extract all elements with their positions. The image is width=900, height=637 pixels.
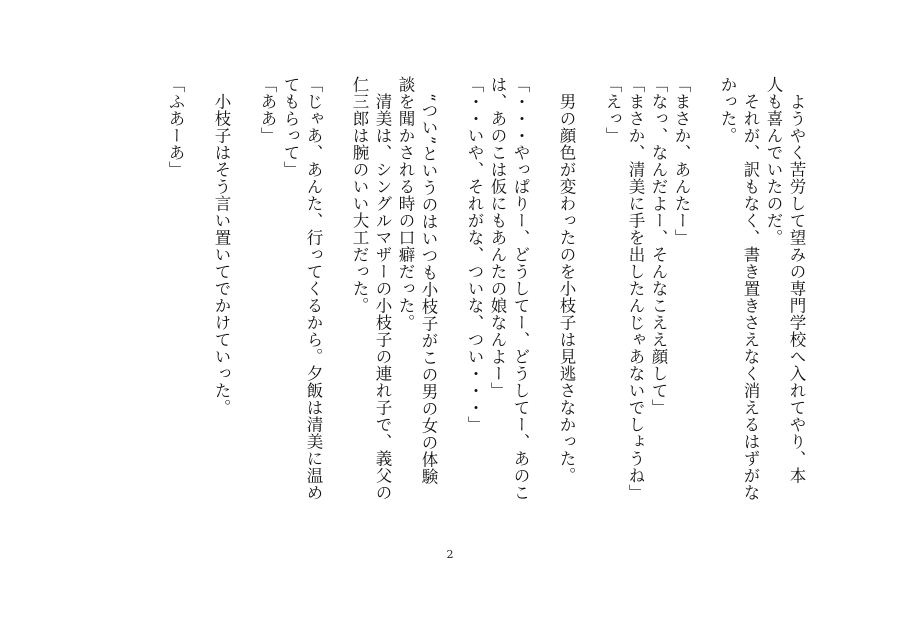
paragraph-gap (233, 76, 256, 546)
text-line: てもらって」 (281, 76, 300, 178)
paragraph-gap (578, 76, 601, 546)
paragraph-gap (693, 76, 716, 546)
text-line: 「ふあーあ」 (166, 76, 185, 178)
text-line: “つい”というのはいつも小枝子がこの男の女の体験 (419, 76, 438, 485)
text-line: ようやく苦労して望みの専門学校へ入れてやり、本 (787, 76, 806, 484)
text-line: 「なっ、なんだよー、そんなこええ顔して」 (649, 76, 668, 416)
text-line: 「・・・やっぱりー、どうしてー、どうしてー、あのこ (511, 76, 530, 501)
text-line: 仁三郎は腕のいい大工だった。 (350, 76, 369, 314)
paragraph-gap (187, 76, 210, 546)
text-line: 「えっ」 (603, 76, 622, 144)
text-line: 「ああ」 (258, 76, 277, 144)
paragraph-gap (325, 76, 348, 546)
text-line: かった。 (718, 76, 737, 144)
text-line: 小枝子はそう言い置いてでかけていった。 (212, 76, 231, 416)
text-line: 談を聞かされる時の口癖だった。 (396, 76, 415, 331)
paragraph-gap (440, 76, 463, 546)
paragraph-gap (532, 76, 555, 546)
text-line: 「・・いや、それがな、ついな、つい・・・」 (465, 76, 484, 433)
text-line: 人も喜んでいたのだ。 (764, 76, 783, 246)
vertical-text-body (164, 76, 808, 546)
page-number: 2 (446, 548, 454, 561)
text-line: 「まさか、清美に手を出したんじゃあないでしょうね」 (626, 76, 645, 501)
text-line: 「まさか、あんたー」 (672, 76, 691, 246)
text-line: それが、訳もなく、書き置きさえなく消えるはずがな (741, 76, 760, 501)
text-line: 「じゃあ、あんた、行ってくるから。夕飯は清美に温め (304, 76, 323, 501)
text-line: 清美は、シングルマザーの小枝子の連れ子で、義父の (373, 76, 392, 501)
text-line: 男の顔色が変わったのを小枝子は見逃さなかった。 (557, 76, 576, 484)
text-line: は、あのこは仮にもあんたの娘なんよー」 (488, 76, 507, 399)
